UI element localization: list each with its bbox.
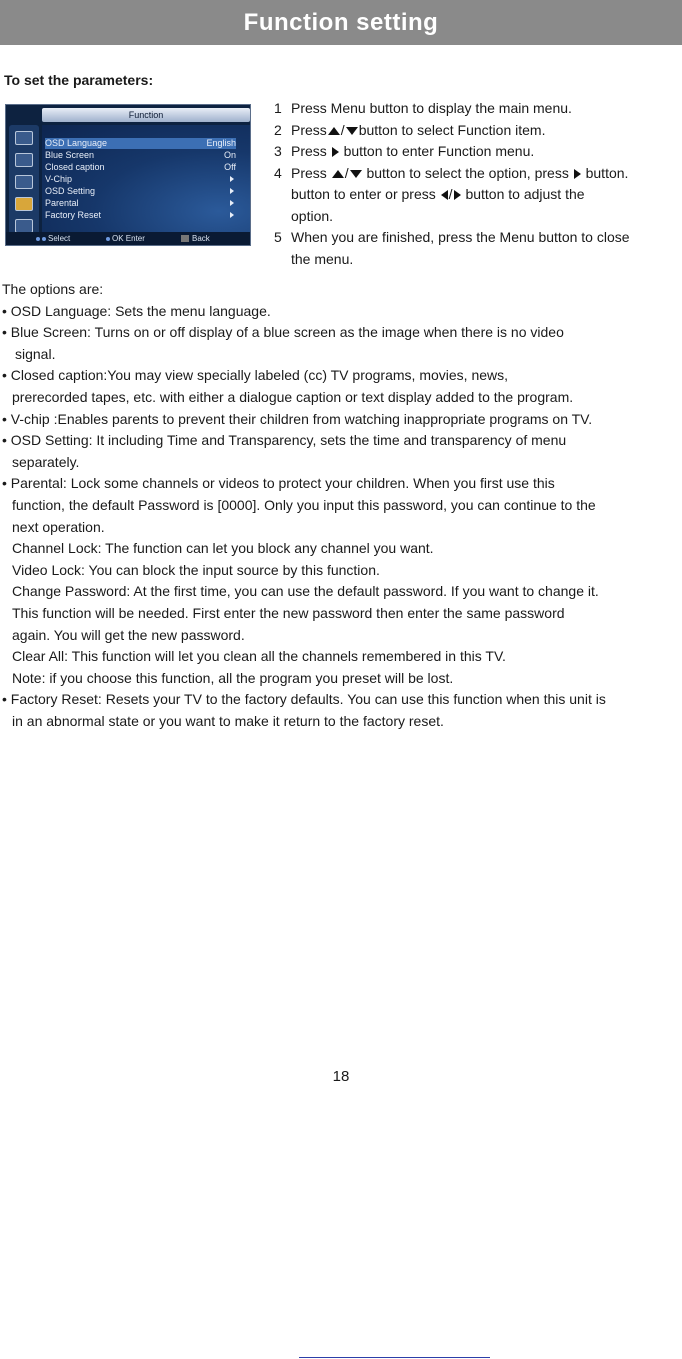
option-clear-all: Clear All: This function will let you clean all the channels remembered in this TV. — [12, 648, 506, 665]
option-osd-setting-cont: separately. — [12, 453, 80, 470]
option-osd-language: • OSD Language: Sets the menu language. — [2, 302, 271, 319]
arrow-right-icon — [230, 212, 234, 218]
osd-row-label: Factory Reset — [45, 210, 102, 220]
osd-row-label: OSD Language — [45, 138, 108, 148]
steps-list — [274, 98, 680, 270]
updown-icon — [36, 237, 40, 241]
osd-row-value: Off — [224, 162, 236, 172]
right-arrow-icon — [332, 147, 339, 157]
osd-row-label: OSD Setting — [45, 186, 96, 196]
step-1: 1 Press Menu button to display the main menu. — [274, 100, 572, 116]
right-arrow-icon — [574, 169, 581, 179]
picture-icon — [15, 131, 33, 145]
sound-icon — [15, 153, 33, 167]
page-number: 18 — [332, 1068, 350, 1085]
options-list — [2, 279, 682, 732]
ok-icon — [106, 237, 110, 241]
option-change-password-cont: again. You will get the new password. — [12, 626, 245, 643]
down-arrow-icon — [350, 170, 362, 178]
up-arrow-icon — [328, 127, 340, 135]
arrow-right-icon — [230, 188, 234, 194]
osd-row-label: V-Chip — [45, 174, 73, 184]
osd-menu-panel — [42, 125, 250, 233]
section-subheading: To set the parameters: — [4, 72, 154, 88]
osd-row-parental — [45, 198, 236, 209]
option-video-lock: Video Lock: You can block the input source by this function. — [12, 561, 380, 578]
page-title: Function setting — [243, 8, 439, 36]
options-intro: The options are: — [2, 281, 104, 297]
osd-menu-screenshot — [5, 104, 251, 246]
osd-icon-column — [9, 125, 39, 235]
option-factory-reset: • Factory Reset: Resets your TV to the factory defaults. You can use this function when this unit is — [2, 691, 606, 708]
channel-icon — [15, 219, 33, 233]
function-icon — [15, 197, 33, 211]
osd-row-closed-caption — [45, 162, 236, 173]
up-arrow-icon — [332, 170, 344, 178]
osd-row-osd-setting — [45, 186, 236, 197]
menu-icon — [181, 235, 189, 242]
osd-footer: Select OK Enter Back — [6, 232, 250, 245]
step-5: 5 When you are finished, press the Menu button to close the menu. — [274, 229, 630, 267]
arrow-right-icon — [230, 176, 234, 182]
arrow-right-icon — [230, 200, 234, 206]
option-change-password-cont: This function will be needed. First enter the new password then enter the same password — [12, 604, 565, 621]
option-closed-caption-cont: prerecorded tapes, etc. with either a dialogue caption or text display added to the program. — [12, 388, 574, 405]
settings-icon — [15, 175, 33, 189]
option-change-password: Change Password: At the first time, you can use the default password. If you want to change it. — [12, 583, 599, 600]
page-header — [0, 0, 682, 45]
right-arrow-icon — [454, 190, 461, 200]
option-parental: • Parental: Lock some channels or videos to protect your children. When you first use this — [2, 475, 555, 492]
option-blue-screen-cont: signal. — [15, 345, 56, 362]
option-osd-setting: • OSD Setting: It including Time and Transparency, sets the time and transparency of menu — [2, 432, 567, 449]
option-clear-all-note: Note: if you choose this function, all the program you preset will be lost. — [12, 669, 454, 686]
osd-row-factory-reset — [45, 210, 236, 221]
osd-row-value: On — [223, 150, 236, 160]
osd-row-value: English — [206, 138, 236, 148]
osd-row-label: Blue Screen — [45, 150, 95, 160]
left-arrow-icon — [441, 190, 448, 200]
option-parental-cont: next operation. — [12, 518, 105, 535]
option-v-chip: • V-chip :Enables parents to prevent their children from watching inappropriate programs on TV. — [2, 410, 593, 427]
footer-rule — [299, 1357, 490, 1358]
option-factory-reset-cont: in an abnormal state or you want to make it return to the factory reset. — [12, 712, 444, 729]
osd-row-label: Parental — [45, 198, 79, 208]
step-3: 3 Press button to enter Function menu. — [274, 143, 535, 159]
step-4: 4 Press / button to select the option, press button. button to enter or press / button to adjust the option. — [274, 164, 629, 224]
osd-row-label: Closed caption — [45, 162, 105, 172]
option-channel-lock: Channel Lock: The function can let you block any channel you want. — [12, 540, 434, 557]
option-closed-caption: • Closed caption:You may view specially labeled (cc) TV programs, movies, news, — [2, 367, 509, 384]
option-blue-screen: • Blue Screen: Turns on or off display of a blue screen as the image when there is no video — [2, 324, 564, 341]
osd-row-blue-screen — [45, 150, 236, 161]
step-2: 2 Press / button to select Function item. — [274, 121, 546, 138]
down-arrow-icon — [346, 127, 358, 135]
osd-title: Function — [42, 108, 250, 122]
option-parental-cont: function, the default Password is [0000]. Only you input this password, you can continue to the — [12, 496, 596, 513]
osd-row-language — [45, 138, 236, 149]
osd-row-v-chip — [45, 174, 236, 185]
